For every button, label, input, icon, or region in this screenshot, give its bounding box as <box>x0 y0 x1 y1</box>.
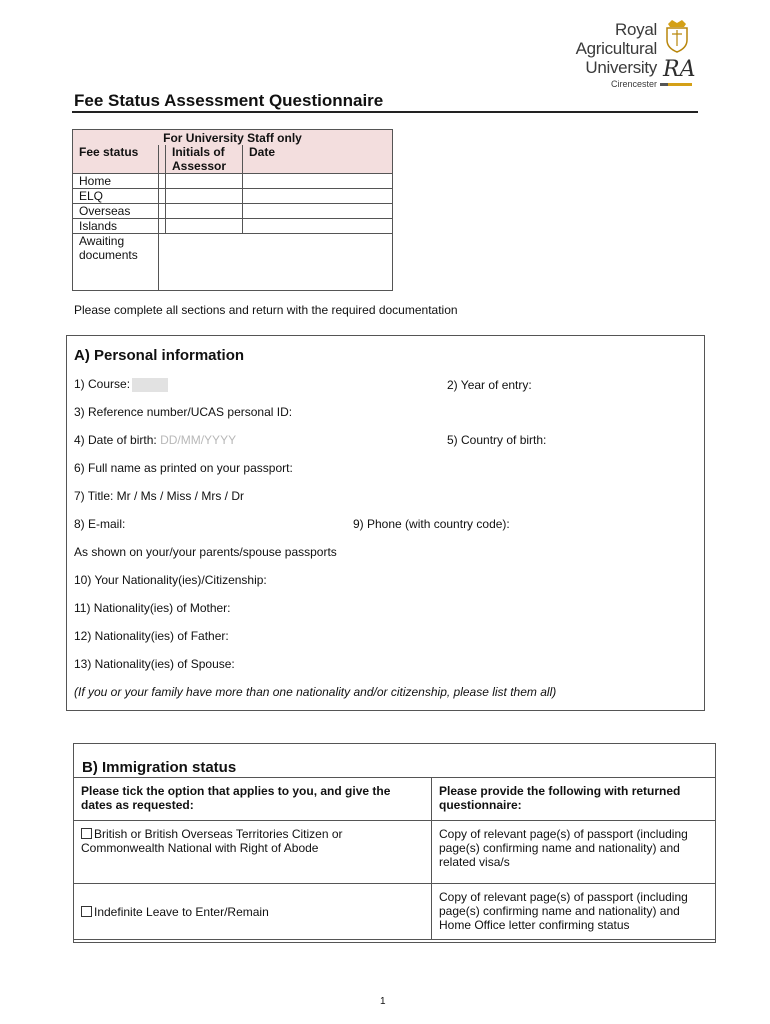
page-number: 1 <box>380 996 386 1007</box>
section-a-heading: A) Personal information <box>74 347 245 364</box>
year-of-entry-label[interactable]: 2) Year of entry: <box>447 378 532 392</box>
nationality-label[interactable]: 10) Your Nationality(ies)/Citizenship: <box>74 573 267 587</box>
nationality-spouse-label[interactable]: 13) Nationality(ies) of Spouse: <box>74 657 235 671</box>
country-of-birth-label[interactable]: 5) Country of birth: <box>447 433 547 447</box>
email-label[interactable]: 8) E-mail: <box>74 517 126 531</box>
row-home-date[interactable] <box>243 174 393 189</box>
course-input[interactable] <box>132 378 168 392</box>
logo-line-university: University <box>585 58 657 77</box>
logo-monogram: RA <box>663 57 696 82</box>
col-date: Date <box>243 145 393 174</box>
nationality-note: (If you or your family have more than one nationality and/or citizenship, please list them all) <box>74 685 557 699</box>
dob-input[interactable]: DD/MM/YYYY <box>160 433 237 447</box>
title-divider <box>72 111 698 113</box>
row-islands-tick[interactable] <box>159 219 166 234</box>
immigration-col-left-header: Please tick the option that applies to you, and give the dates as requested: <box>74 778 432 821</box>
immigration-col-right-header: Please provide the following with returned questionnaire: <box>432 778 716 821</box>
checkbox-icon[interactable] <box>81 906 92 917</box>
nationality-father-label[interactable]: 12) Nationality(ies) of Father: <box>74 629 229 643</box>
row-awaiting-label: Awaiting documents <box>73 234 159 291</box>
row-overseas-date[interactable] <box>243 204 393 219</box>
page-title: Fee Status Assessment Questionnaire <box>74 91 384 110</box>
dob-label: 4) Date of birth: <box>74 433 157 447</box>
row-islands-label: Islands <box>73 219 159 234</box>
section-personal-information <box>66 335 705 711</box>
documents-ilr: Copy of relevant page(s) of passport (including page(s) confirming name and nationality) and Home Office letter confirming status <box>432 884 716 940</box>
row-awaiting-notes[interactable] <box>159 234 393 291</box>
course-label: 1) Course: <box>74 377 131 391</box>
section-b-heading: B) Immigration status <box>82 759 237 776</box>
logo-subtitle: Cirencester <box>610 79 657 89</box>
row-overseas-initials[interactable] <box>166 204 243 219</box>
row-overseas-tick[interactable] <box>159 204 166 219</box>
col-spacer <box>159 145 166 174</box>
full-name-label[interactable]: 6) Full name as printed on your passport: <box>74 461 293 475</box>
staff-table-banner: For University Staff only <box>73 130 393 146</box>
instructions-text: Please complete all sections and return with the required documentation <box>74 303 458 317</box>
row-elq-date[interactable] <box>243 189 393 204</box>
logo-line-agricultural: Agricultural <box>575 39 657 58</box>
immigration-table <box>73 777 716 940</box>
section-immigration-status <box>73 743 716 943</box>
row-elq-initials[interactable] <box>166 189 243 204</box>
immigration-option-ilr[interactable] <box>74 884 432 940</box>
documents-british: Copy of relevant page(s) of passport (including page(s) confirming name and nationality) and related visa/s <box>432 821 716 884</box>
passports-note: As shown on your/your parents/spouse passports <box>74 545 337 559</box>
row-islands-date[interactable] <box>243 219 393 234</box>
university-crest-icon <box>662 20 696 84</box>
row-home-initials[interactable] <box>166 174 243 189</box>
row-elq-label: ELQ <box>73 189 159 204</box>
checkbox-icon[interactable] <box>81 828 92 839</box>
dob-field[interactable] <box>74 433 236 447</box>
logo-bar-dark <box>660 83 668 86</box>
nationality-mother-label[interactable]: 11) Nationality(ies) of Mother: <box>74 601 231 615</box>
table-row <box>74 884 716 940</box>
option-british-label: British or British Overseas Territories Citizen or Commonwealth National with Right of Abode <box>81 827 343 855</box>
col-fee-status: Fee status <box>73 145 159 174</box>
university-logo-text <box>576 20 657 90</box>
immigration-option-british[interactable] <box>74 821 432 884</box>
logo-line-royal: Royal <box>615 20 657 39</box>
phone-label[interactable]: 9) Phone (with country code): <box>353 517 510 531</box>
option-ilr-label: Indefinite Leave to Enter/Remain <box>94 904 269 919</box>
logo-bar-gold <box>668 83 692 86</box>
title-options-label[interactable]: 7) Title: Mr / Ms / Miss / Mrs / Dr <box>74 489 244 503</box>
row-overseas-label: Overseas <box>73 204 159 219</box>
table-row <box>74 821 716 884</box>
col-initials: Initials of Assessor <box>166 145 243 174</box>
row-elq-tick[interactable] <box>159 189 166 204</box>
reference-label[interactable]: 3) Reference number/UCAS personal ID: <box>74 405 293 419</box>
row-home-tick[interactable] <box>159 174 166 189</box>
course-field[interactable] <box>74 377 168 392</box>
row-home-label: Home <box>73 174 159 189</box>
row-islands-initials[interactable] <box>166 219 243 234</box>
staff-only-table <box>72 129 393 291</box>
